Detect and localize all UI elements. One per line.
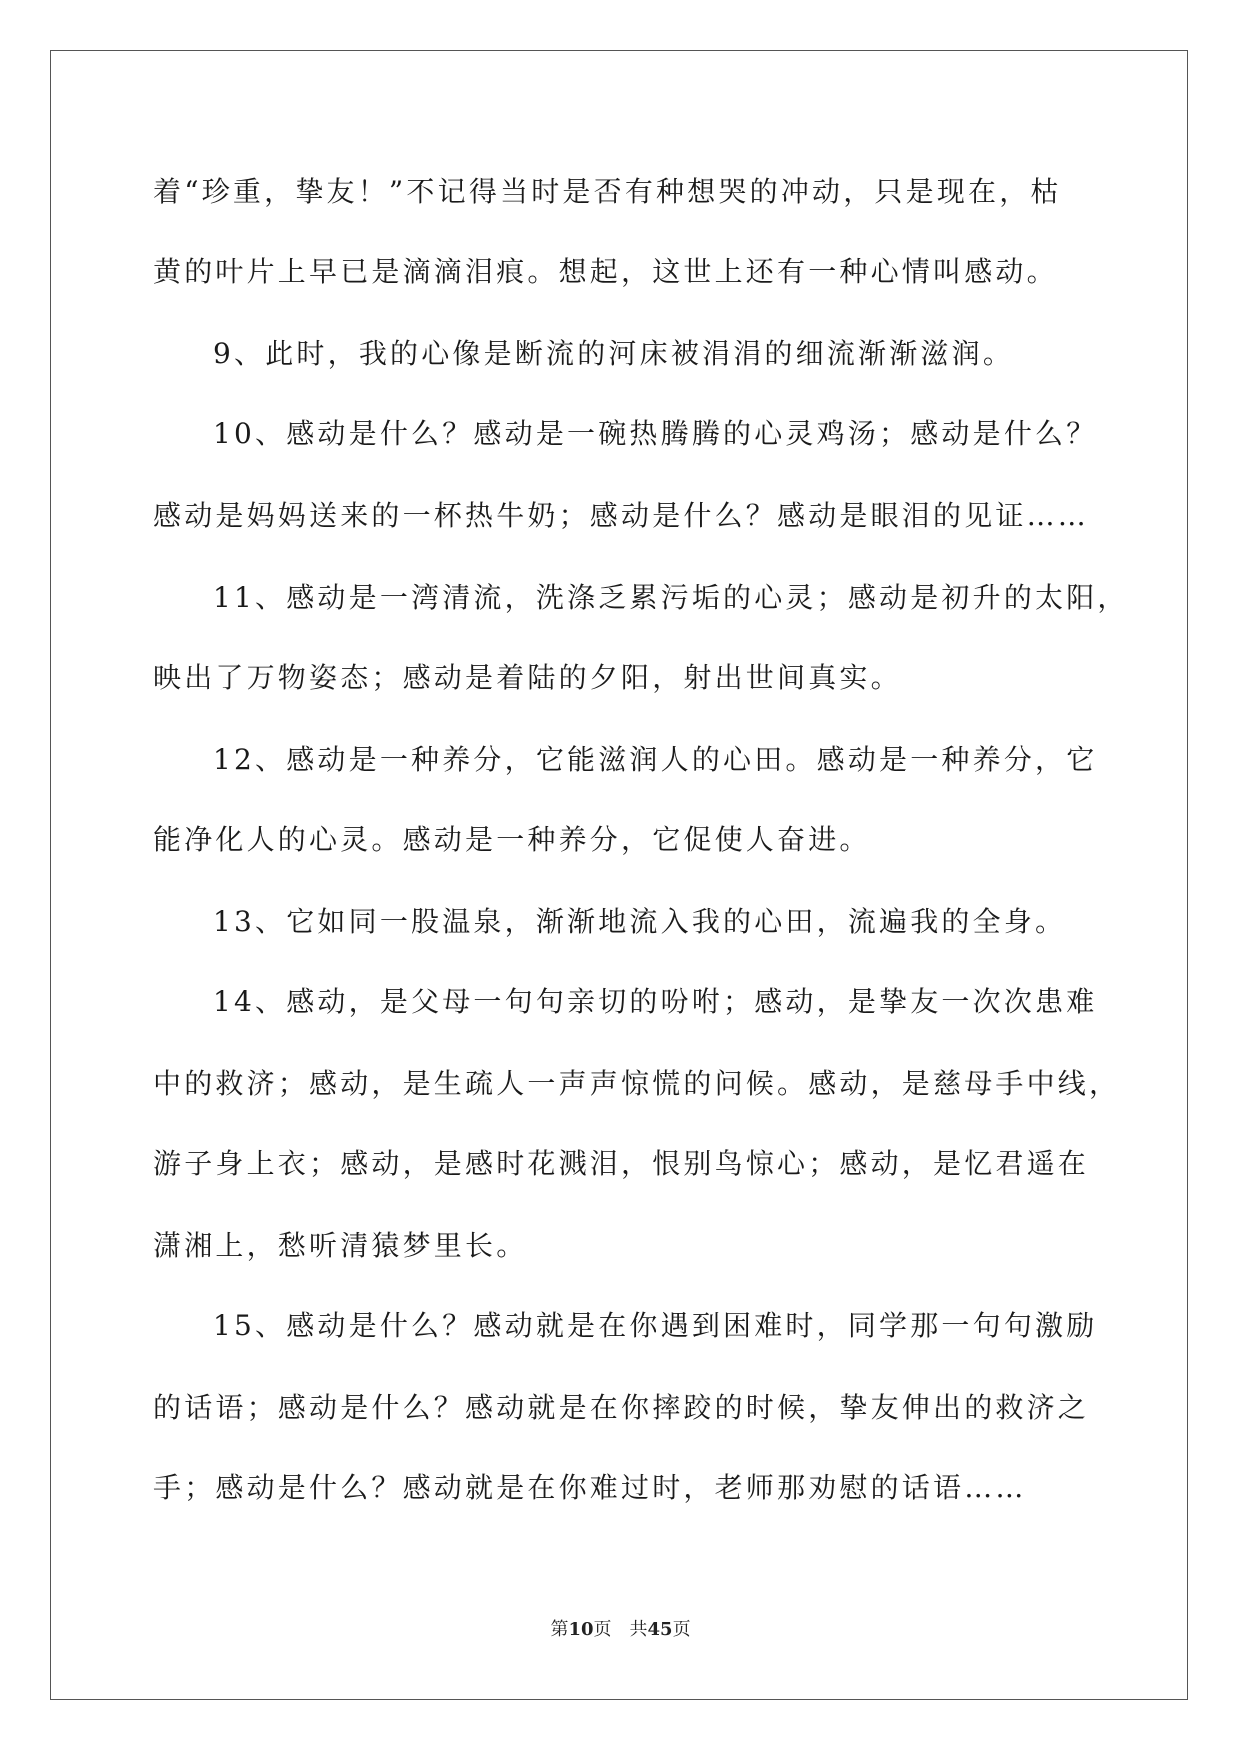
text-line: 15、感动是什么？感动就是在你遇到困难时，同学那一句句激励 (213, 1309, 1098, 1342)
text-line: 映出了万物姿态；感动是着陆的夕阳，射出世间真实。 (153, 661, 902, 694)
text-line: 11、感动是一湾清流，洗涤乏累污垢的心灵；感动是初升的太阳， (213, 581, 1129, 614)
text-line: 着“珍重，挚友！”不记得当时是否有种想哭的冲动，只是现在，枯 (153, 175, 1062, 208)
text-line: 游子身上衣；感动，是感时花溅泪，恨别鸟惊心；感动，是忆君遥在 (153, 1147, 1090, 1180)
text-line: 黄的叶片上早已是滴滴泪痕。想起，这世上还有一种心情叫感动。 (153, 255, 1058, 288)
page-frame (50, 50, 1188, 1700)
text-line: 10、感动是什么？感动是一碗热腾腾的心灵鸡汤；感动是什么？ (213, 417, 1098, 450)
footer-suffix: 页 (672, 1619, 691, 1640)
text-line: 感动是妈妈送来的一杯热牛奶；感动是什么？感动是眼泪的见证…… (153, 499, 1090, 532)
total-page-number: 45 (647, 1619, 673, 1640)
footer-middle: 页 共 (593, 1619, 648, 1640)
text-line: 的话语；感动是什么？感动就是在你摔跤的时候，挚友伸出的救济之 (153, 1391, 1090, 1424)
text-line: 潇湘上，愁听清猿梦里长。 (153, 1229, 528, 1262)
text-line: 13、它如同一股温泉，渐渐地流入我的心田，流遍我的全身。 (213, 905, 1067, 938)
current-page-number: 10 (568, 1619, 594, 1640)
text-line: 9、此时，我的心像是断流的河床被涓涓的细流渐渐滋润。 (213, 337, 1015, 370)
text-line: 12、感动是一种养分，它能滋润人的心田。感动是一种养分，它 (213, 743, 1098, 776)
text-line: 能净化人的心灵。感动是一种养分，它促使人奋进。 (153, 823, 871, 856)
text-line: 14、感动，是父母一句句亲切的吩咐；感动，是挚友一次次患难 (213, 985, 1098, 1018)
footer-prefix: 第 (550, 1619, 569, 1640)
text-line: 中的救济；感动，是生疏人一声声惊慌的问候。感动，是慈母手中线， (153, 1067, 1121, 1100)
page-footer (0, 1615, 1241, 1641)
text-line: 手；感动是什么？感动就是在你难过时，老师那劝慰的话语…… (153, 1471, 1027, 1504)
